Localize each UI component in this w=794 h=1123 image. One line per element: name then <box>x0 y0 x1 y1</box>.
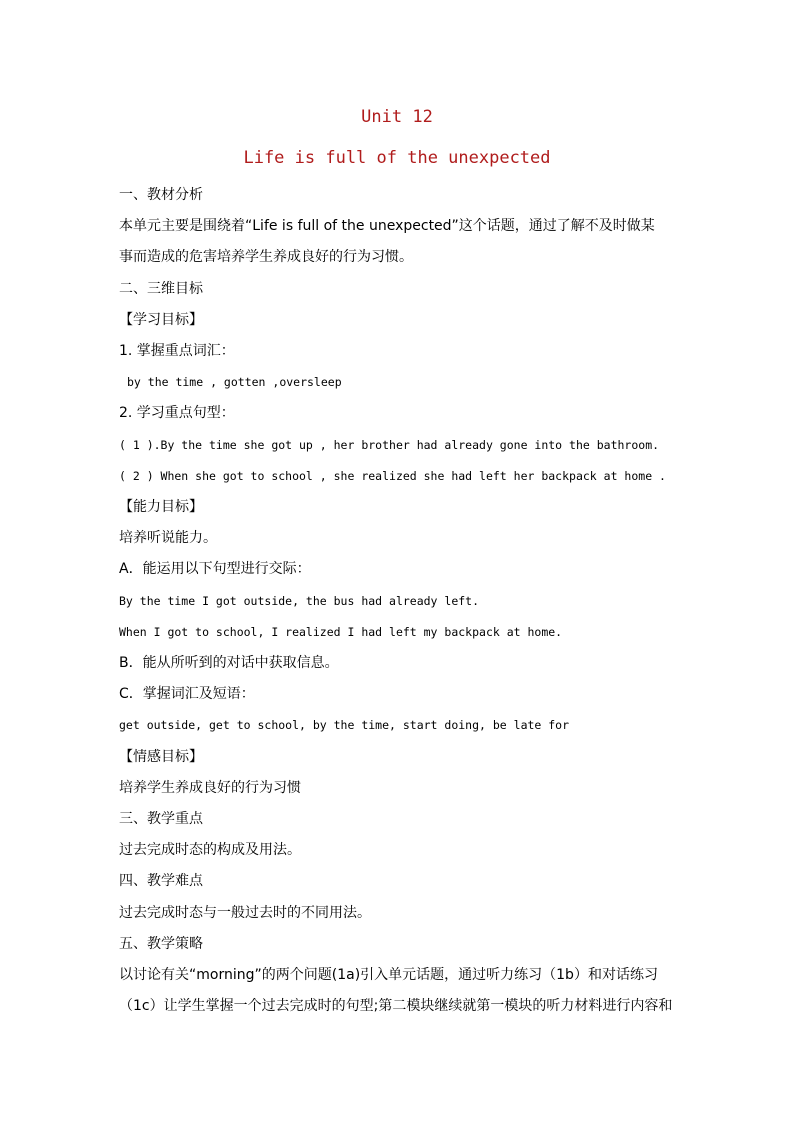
paragraph-line: 以讨论有关“morning”的两个问题(1a)引入单元话题，通过听力练习（1b）和对话练习 <box>119 967 658 983</box>
list-item: B．能从所听到的对话中获取信息。 <box>119 655 339 671</box>
sentence-line: By the time I got outside, the bus had already left. <box>119 594 480 608</box>
paragraph-line: 过去完成时态与一般过去时的不同用法。 <box>119 905 371 921</box>
sentence-line: ( 2 ) When she got to school , she realized she had left her backpack at home . <box>119 469 666 483</box>
section-heading-key-points: 三、教学重点 <box>119 811 203 827</box>
section-heading-difficulties: 四、教学难点 <box>119 873 203 889</box>
section-heading-strategy: 五、教学策略 <box>119 936 203 952</box>
section-heading-analysis: 一、教材分析 <box>119 187 203 203</box>
paragraph-line: 培养学生养成良好的行为习惯 <box>119 780 301 796</box>
subsection-heading: 【情感目标】 <box>119 749 203 765</box>
paragraph-line: 事而造成的危害培养学生养成良好的行为习惯。 <box>119 249 413 265</box>
phrase-line: get outside, get to school, by the time, start doing, be late for <box>119 718 570 732</box>
list-item: 1. 掌握重点词汇： <box>119 343 235 359</box>
sentence-line: When I got to school, I realized I had left my backpack at home. <box>119 625 563 639</box>
paragraph-line: 培养听说能力。 <box>119 530 217 546</box>
sentence-line: ( 1 ).By the time she got up , her brother had already gone into the bathroom. <box>119 438 660 452</box>
paragraph-line: 本单元主要是围绕着“Life is full of the unexpected”这个话题，通过了解不及时做某 <box>119 218 655 234</box>
list-item: C．掌握词汇及短语： <box>119 686 255 702</box>
list-item: 2. 学习重点句型： <box>119 405 235 421</box>
section-heading-objectives: 二、三维目标 <box>119 281 203 297</box>
paragraph-line: （1c）让学生掌握一个过去完成时的句型;第二模块继续就第一模块的听力材料进行内容和 <box>119 998 673 1014</box>
subsection-heading: 【能力目标】 <box>119 499 203 515</box>
vocabulary-line: by the time , gotten ,oversleep <box>127 375 342 389</box>
paragraph-line: 过去完成时态的构成及用法。 <box>119 842 301 858</box>
subsection-heading: 【学习目标】 <box>119 312 203 328</box>
document-title: Unit 12 <box>361 107 433 127</box>
list-item: A．能运用以下句型进行交际： <box>119 561 311 577</box>
document-subtitle: Life is full of the unexpected <box>243 148 551 168</box>
